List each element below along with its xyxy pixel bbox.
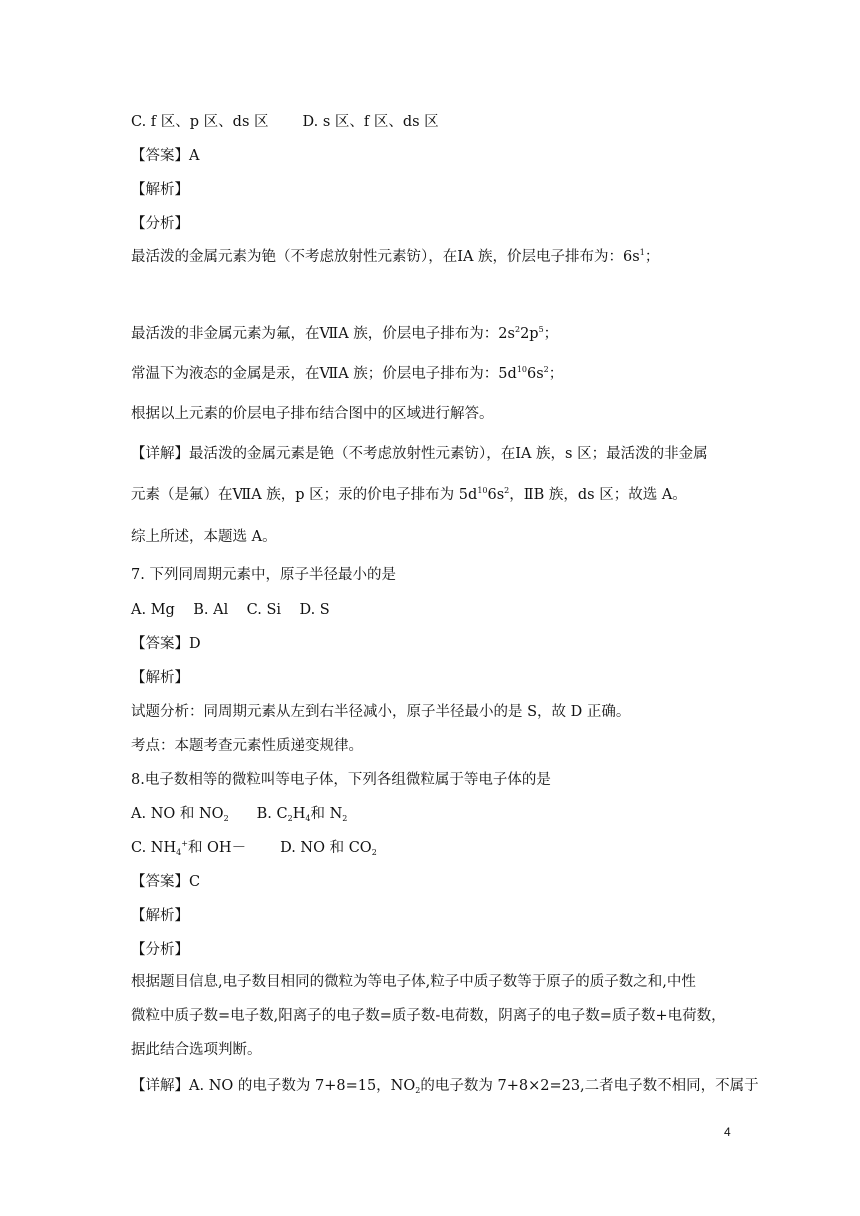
q6-summary: 综上所述，本题选 A。 (131, 529, 277, 545)
q6-option-c: C. f 区、p 区、ds 区 (131, 114, 269, 130)
q8-answer: 【答案】C (131, 874, 201, 890)
q8-options-ab (131, 804, 347, 824)
q7-explain: 试题分析：同周期元素从左到右半径减小，原子半径最小的是 S，故 D 正确。 (131, 704, 631, 720)
q8-option-c: C. $NH_4^+$和 OH－ (131, 839, 247, 857)
q7-stem: 7. 下列同周期元素中，原子半径最小的是 (131, 567, 396, 583)
q8-detail-line: 【详解】A. NO 的电子数为 7+8=15，$NO_2$的电子数为 7+8×2=23,二者电子数不相同，不属于 (131, 1078, 759, 1095)
q6-detail-line1: 【详解】最活泼的金属元素是铯（不考虑放射性元素钫），在ⅠA 族，s 区；最活泼的非金属 (131, 446, 708, 462)
q6-line-conclusion: 根据以上元素的价层电子排布结合图中的区域进行解答。 (131, 406, 494, 422)
q6-answer: 【答案】A (131, 148, 200, 164)
q6-options-line (131, 112, 439, 132)
q8-option-b: B. $C_2H_4$和 $N_2$ (256, 806, 348, 823)
q8-text-line1: 根据题目信息,电子数目相同的微粒为等电子体,粒子中质子数等于原子的质子数之和,中性 (131, 974, 696, 990)
q8-options-cd (131, 838, 377, 858)
page-number: 4 (724, 1125, 731, 1139)
q8-option-a: A. NO 和 $NO_2$ (131, 806, 229, 823)
q6-detail-line2: 元素（是氟）在ⅦA 族，p 区；汞的价电子排布为 $5d^{10}6s^2$，ⅡB 族，ds 区；故选 A。 (131, 486, 687, 503)
q6-analysis-heading: 【解析】 (131, 182, 189, 198)
q6-line-fluorine: 最活泼的非金属元素为氟，在ⅦA 族，价层电子排布为：$2s^22p^5$； (131, 325, 559, 342)
q8-option-d: D. NO 和 $CO_2$ (280, 840, 377, 857)
q6-option-d: D. s 区、f 区、ds 区 (302, 114, 439, 130)
q7-point: 考点：本题考查元素性质递变规律。 (131, 738, 363, 754)
q6-fenxi-heading: 【分析】 (131, 216, 189, 232)
q8-analysis-heading: 【解析】 (131, 908, 189, 924)
q7-answer: 【答案】D (131, 636, 201, 652)
q8-text-line3: 据此结合选项判断。 (131, 1042, 262, 1058)
q6-line-mercury: 常温下为液态的金属是汞，在ⅦA 族；价层电子排布为：$5d^{10}6s^2$； (131, 365, 564, 382)
q8-stem: 8.电子数相等的微粒叫等电子体，下列各组微粒属于等电子体的是 (131, 772, 551, 788)
q8-fenxi-heading: 【分析】 (131, 942, 189, 958)
q6-line-cesium: 最活泼的金属元素为铯（不考虑放射性元素钫），在ⅠA 族，价层电子排布为：$6s^1$； (131, 248, 660, 265)
q8-text-line2: 微粒中质子数=电子数,阳离子的电子数=质子数-电荷数，阴离子的电子数=质子数+电荷数， (131, 1008, 726, 1024)
q7-analysis-heading: 【解析】 (131, 670, 189, 686)
q7-options: A. Mg B. Al C. Si D. S (131, 602, 330, 618)
